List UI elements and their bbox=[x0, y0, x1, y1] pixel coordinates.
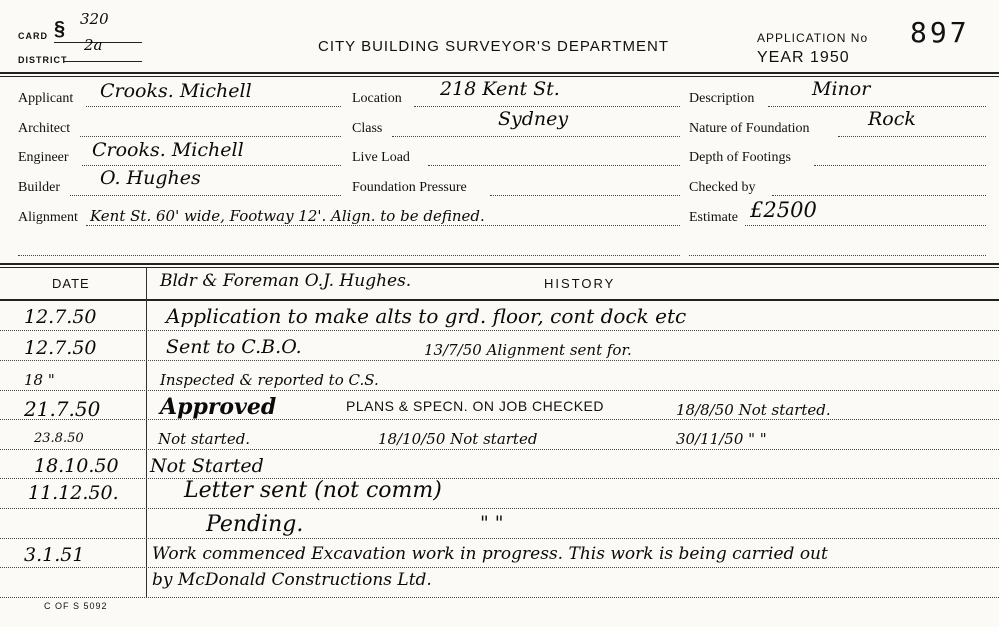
history-entry: Not started. bbox=[158, 430, 251, 448]
checked-by-label: Checked by bbox=[689, 180, 756, 195]
location-line bbox=[414, 106, 680, 107]
application-label: APPLICATION No bbox=[757, 31, 869, 45]
history-date: 12.7.50 bbox=[24, 306, 97, 328]
history-line bbox=[0, 330, 999, 331]
history-line bbox=[0, 478, 999, 479]
card-value: 320 bbox=[80, 10, 109, 28]
history-entry: Pending. bbox=[206, 512, 304, 537]
foundation-pressure-label: Foundation Pressure bbox=[352, 180, 467, 195]
depth-of-footings-label: Depth of Footings bbox=[689, 150, 791, 165]
form-code: C OF S 5092 bbox=[44, 601, 108, 611]
builder-label: Builder bbox=[18, 180, 60, 195]
nature-of-foundation-value: Rock bbox=[868, 108, 916, 130]
depth-of-footings-line bbox=[814, 165, 986, 166]
history-entry-extra: 18/8/50 Not started. bbox=[676, 401, 831, 419]
history-entry: Application to make alts to grd. floor, cont dock etc bbox=[166, 304, 687, 328]
location-label: Location bbox=[352, 91, 402, 106]
history-date: 18 " bbox=[24, 371, 55, 389]
history-date: 3.1.51 bbox=[24, 544, 85, 566]
description-line bbox=[768, 106, 986, 107]
engineer-label: Engineer bbox=[18, 150, 69, 165]
history-line bbox=[0, 449, 999, 450]
history-date: 23.8.50 bbox=[34, 431, 84, 446]
estimate-label: Estimate bbox=[689, 210, 738, 225]
nature-of-foundation-label: Nature of Foundation bbox=[689, 121, 810, 136]
history-date: 11.12.50. bbox=[28, 482, 119, 504]
history-line bbox=[0, 360, 999, 361]
estimate-value: £2500 bbox=[750, 198, 817, 222]
history-entry: Approved bbox=[160, 394, 277, 420]
history-line bbox=[0, 538, 999, 539]
history-entry: Sent to C.B.O. bbox=[166, 336, 302, 358]
class-line bbox=[392, 136, 680, 137]
history-date: 21.7.50 bbox=[24, 397, 101, 421]
history-entry: Not Started bbox=[150, 455, 264, 477]
builder-value: O. Hughes bbox=[100, 167, 201, 189]
history-entry-extra: 30/11/50 " " bbox=[676, 430, 767, 448]
history-line bbox=[0, 390, 999, 391]
card-scribble-mark: § bbox=[54, 18, 66, 40]
history-header-rule bbox=[0, 299, 999, 301]
history-top-rule-thin bbox=[0, 267, 999, 268]
history-top-rule bbox=[0, 263, 999, 265]
alignment-line bbox=[86, 225, 680, 226]
department-title: CITY BUILDING SURVEYOR'S DEPARTMENT bbox=[318, 38, 669, 55]
architect-label: Architect bbox=[18, 121, 71, 136]
history-entry-extra: 13/7/50 Alignment sent for. bbox=[424, 341, 632, 359]
description-label: Description bbox=[689, 91, 755, 106]
alignment-line-2 bbox=[18, 255, 680, 256]
class-value: Sydney bbox=[498, 108, 569, 130]
header-rule-thin bbox=[0, 76, 999, 77]
year-label: YEAR 1950 bbox=[757, 49, 850, 66]
nature-of-foundation-line bbox=[838, 136, 986, 137]
plans-checked-stamp: PLANS & SPECN. ON JOB CHECKED bbox=[346, 398, 605, 414]
applicant-label: Applicant bbox=[18, 91, 74, 106]
live-load-label: Live Load bbox=[352, 150, 410, 165]
district-value: 2a bbox=[84, 36, 103, 54]
history-entry: Letter sent (not comm) bbox=[184, 478, 442, 503]
history-entry-extra: 18/10/50 Not started bbox=[378, 430, 538, 448]
engineer-line bbox=[82, 165, 341, 166]
date-header: DATE bbox=[52, 276, 90, 291]
estimate-line bbox=[745, 225, 986, 226]
history-entry: Inspected & reported to C.S. bbox=[160, 371, 379, 389]
alignment-value: Kent St. 60' wide, Footway 12'. Align. to be defined. bbox=[90, 207, 485, 225]
history-header: HISTORY bbox=[544, 276, 616, 291]
architect-line bbox=[80, 136, 341, 137]
foundation-pressure-line bbox=[490, 195, 680, 196]
header-rule bbox=[0, 72, 999, 74]
engineer-value: Crooks. Michell bbox=[92, 139, 244, 161]
location-value: 218 Kent St. bbox=[440, 78, 560, 100]
history-line bbox=[0, 419, 999, 420]
date-column-divider bbox=[146, 268, 147, 598]
history-date: 18.10.50 bbox=[34, 455, 119, 477]
history-entry-extra: " " bbox=[480, 512, 504, 534]
application-number: 897 bbox=[910, 16, 970, 49]
applicant-line bbox=[86, 106, 341, 107]
history-entry: Work commenced Excavation work in progress. This work is being carried out bbox=[152, 544, 828, 564]
card-label: CARD bbox=[18, 31, 48, 41]
district-underline bbox=[64, 61, 142, 62]
history-entry: by McDonald Constructions Ltd. bbox=[152, 570, 432, 590]
history-line bbox=[0, 597, 999, 598]
class-label: Class bbox=[352, 121, 383, 136]
alignment-label: Alignment bbox=[18, 210, 78, 225]
builder-line bbox=[70, 195, 341, 196]
estimate-line-2 bbox=[689, 255, 986, 256]
checked-by-line bbox=[772, 195, 986, 196]
history-date: 12.7.50 bbox=[24, 337, 97, 359]
builder-note: Bldr & Foreman O.J. Hughes. bbox=[160, 271, 412, 291]
district-label: DISTRICT bbox=[18, 55, 68, 65]
history-line bbox=[0, 508, 999, 509]
live-load-line bbox=[428, 165, 680, 166]
description-value: Minor bbox=[812, 78, 871, 100]
applicant-value: Crooks. Michell bbox=[100, 80, 252, 102]
history-line bbox=[0, 567, 999, 568]
